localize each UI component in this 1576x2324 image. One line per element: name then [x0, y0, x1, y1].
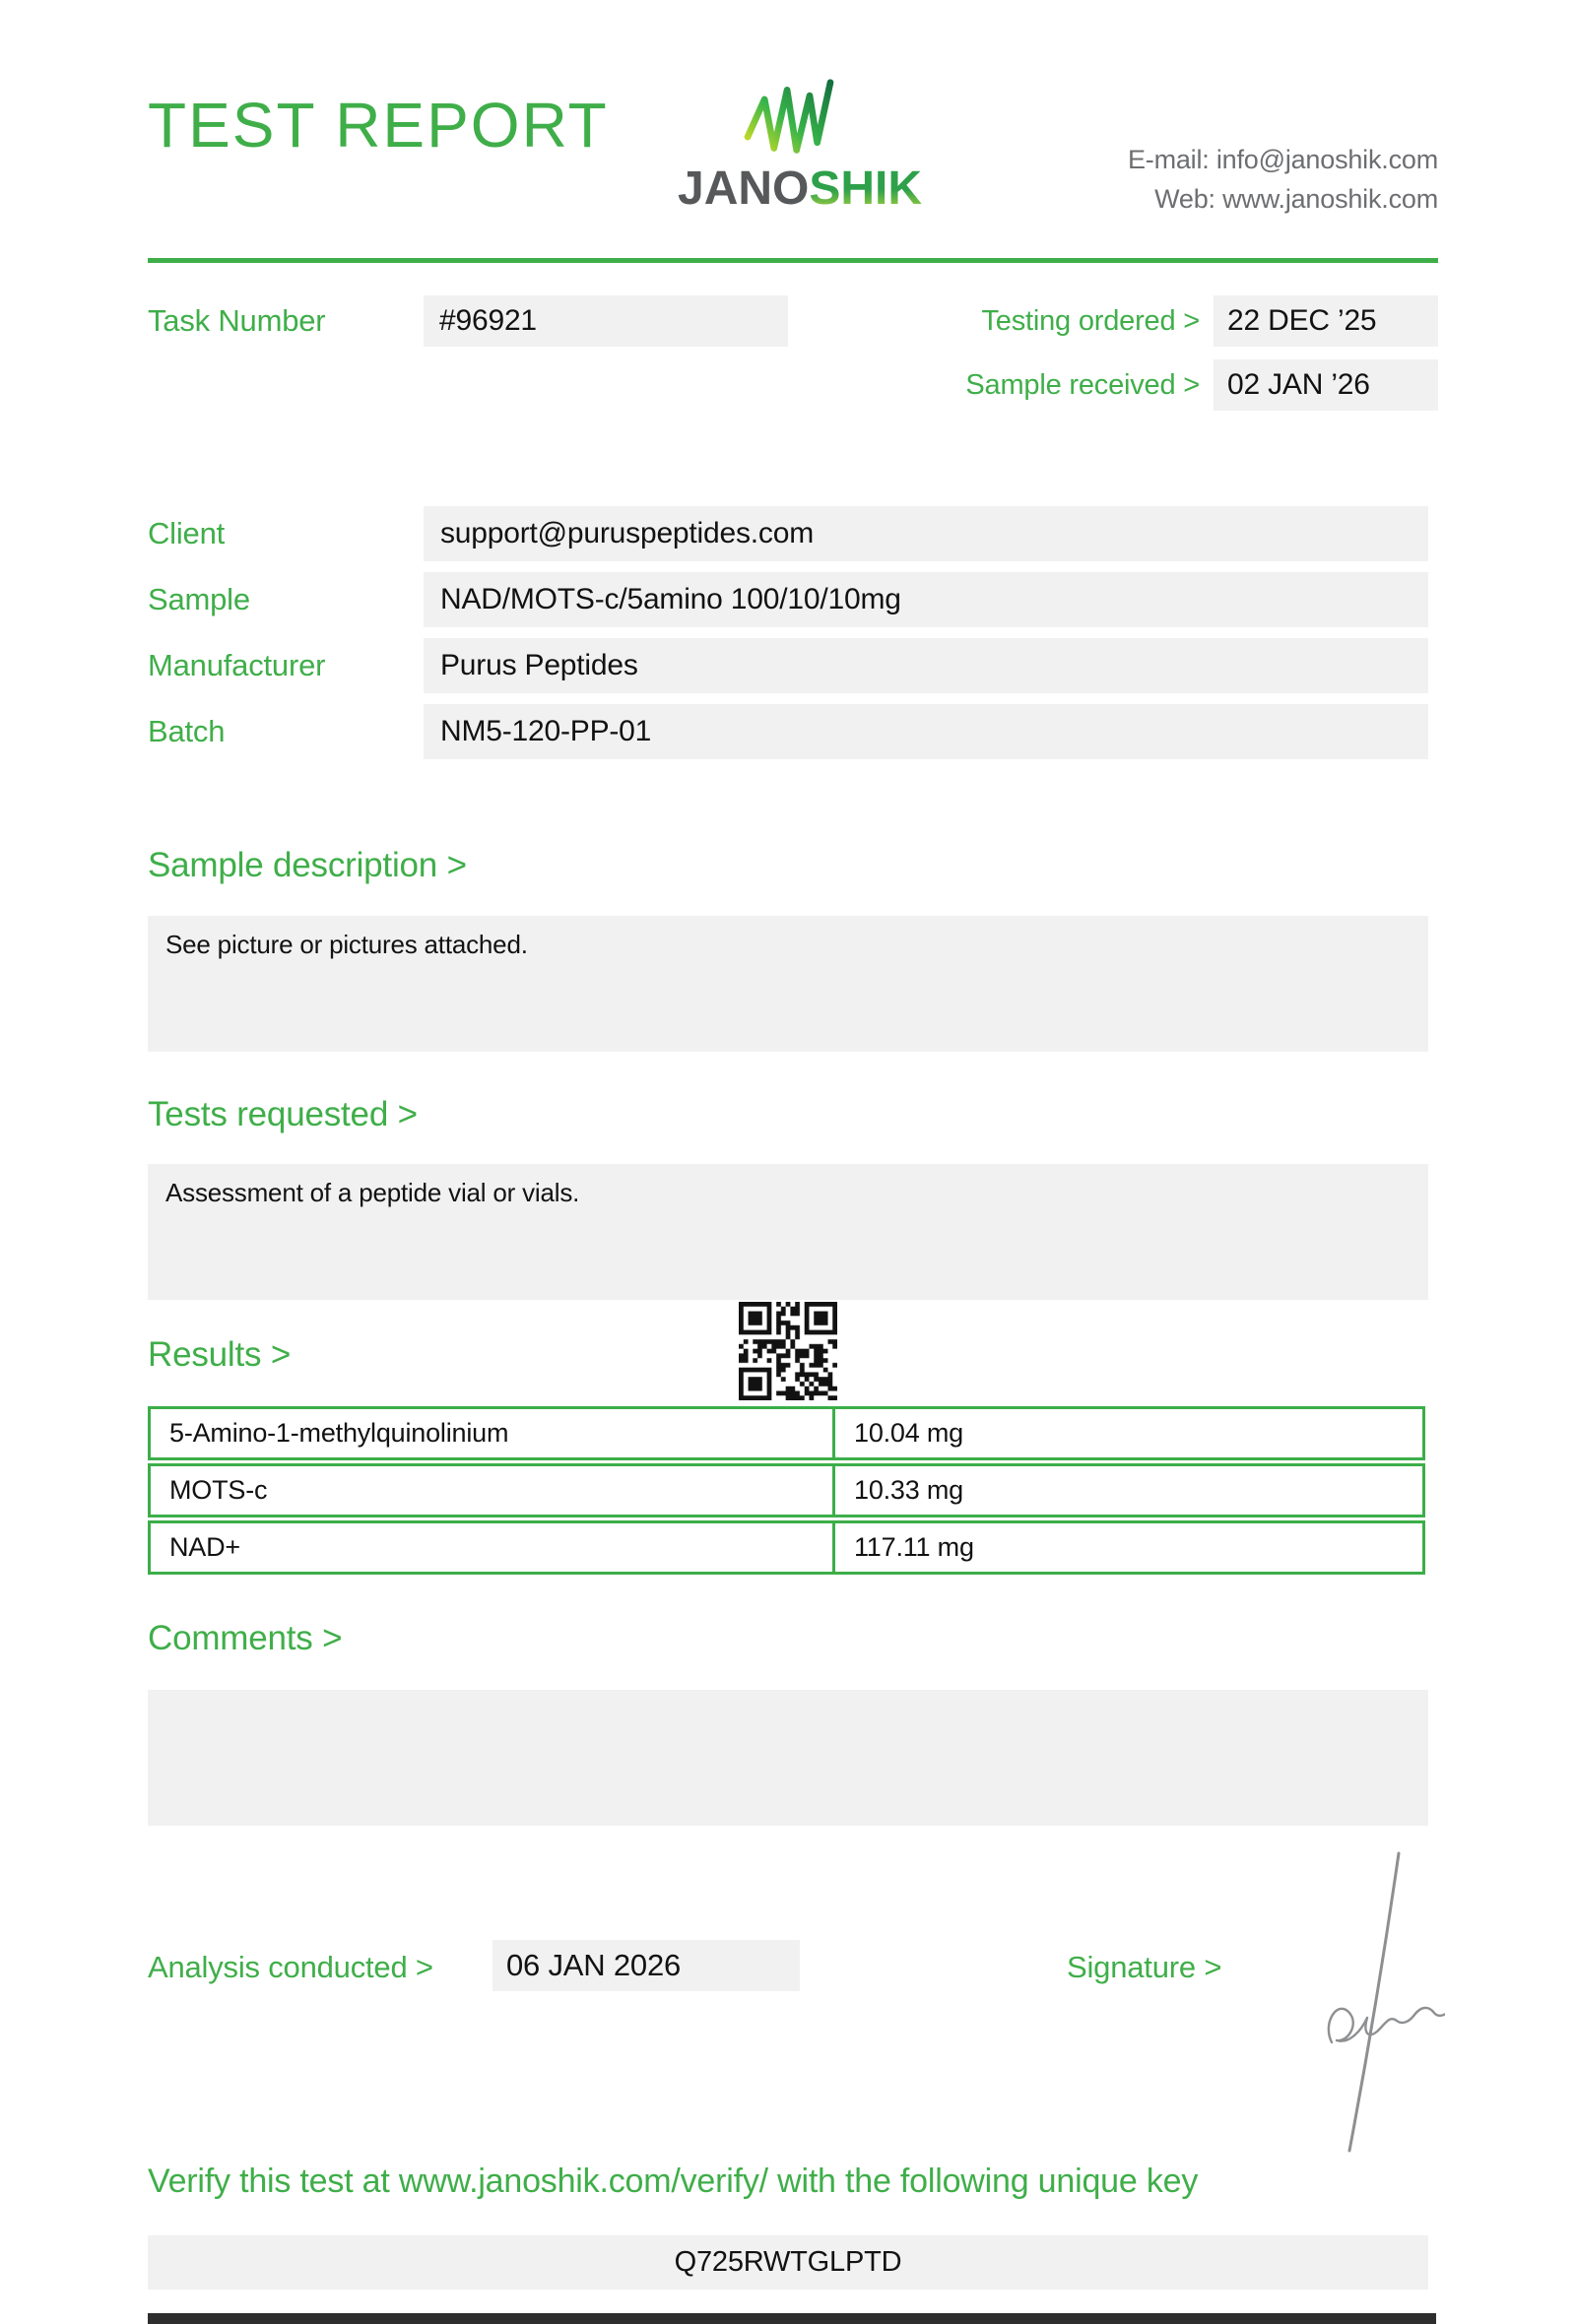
verify-key: Q725RWTGLPTD: [148, 2235, 1428, 2290]
web-line: Web: www.janoshik.com: [1154, 184, 1438, 214]
verify-instruction: Verify this test at www.janoshik.com/verify/ with the following unique key: [148, 2163, 1199, 2200]
client-label: Client: [148, 516, 226, 550]
sample-description-box: See picture or pictures attached.: [148, 916, 1428, 1052]
sample-received-row: [867, 359, 1438, 411]
brand-shik: SHIK: [809, 162, 923, 215]
signature-scribble: [1302, 1847, 1445, 2158]
tests-requested-heading: Tests requested >: [148, 1095, 418, 1133]
header-divider: [148, 258, 1438, 263]
analyte-cell: NAD+: [151, 1523, 835, 1572]
sample-value: NAD/MOTS-c/5amino 100/10/10mg: [424, 572, 1428, 627]
batch-value: NM5-120-PP-01: [424, 704, 1428, 759]
email-line: E-mail: info@janoshik.com: [1127, 145, 1438, 174]
client-value: support@puruspeptides.com: [424, 506, 1428, 561]
growth-chart-icon: [742, 77, 836, 160]
table-row: [148, 1463, 1425, 1517]
contact-block: [1128, 140, 1438, 219]
sample-label: Sample: [148, 582, 250, 616]
table-row: [148, 1406, 1425, 1460]
amount-cell: 117.11 mg: [854, 1532, 974, 1562]
manufacturer-label: Manufacturer: [148, 648, 326, 682]
testing-ordered-row: [867, 295, 1438, 347]
qr-code: [739, 1302, 837, 1400]
sample-description-heading: Sample description >: [148, 846, 467, 884]
amount-cell: 10.04 mg: [854, 1418, 963, 1448]
manufacturer-value: Purus Peptides: [424, 638, 1428, 693]
brand-jano: JANO: [678, 162, 810, 215]
analyte-cell: MOTS-c: [151, 1466, 835, 1515]
sample-received-value: 02 JAN ’26: [1214, 359, 1438, 411]
sample-received-label: Sample received >: [965, 368, 1200, 401]
brand-wordmark: [678, 162, 923, 215]
page-edge-bar: [148, 2313, 1436, 2324]
analysis-conducted-date: 06 JAN 2026: [492, 1940, 800, 1991]
analysis-conducted-label: Analysis conducted >: [148, 1950, 433, 1984]
comments-heading: Comments >: [148, 1619, 343, 1657]
comments-box: [148, 1690, 1428, 1826]
task-number-label: Task Number: [148, 303, 326, 338]
batch-label: Batch: [148, 714, 226, 748]
task-number-value: #96921: [424, 295, 788, 347]
page-title: TEST REPORT: [148, 90, 609, 161]
testing-ordered-label: Testing ordered >: [981, 304, 1200, 337]
table-row: [148, 1520, 1425, 1575]
signature-label: Signature >: [1067, 1950, 1222, 1984]
analyte-cell: 5-Amino-1-methylquinolinium: [151, 1409, 835, 1457]
tests-requested-box: Assessment of a peptide vial or vials.: [148, 1164, 1428, 1300]
results-table: [148, 1406, 1425, 1578]
testing-ordered-value: 22 DEC ’25: [1214, 295, 1438, 347]
amount-cell: 10.33 mg: [854, 1475, 963, 1505]
results-heading: Results >: [148, 1335, 292, 1374]
